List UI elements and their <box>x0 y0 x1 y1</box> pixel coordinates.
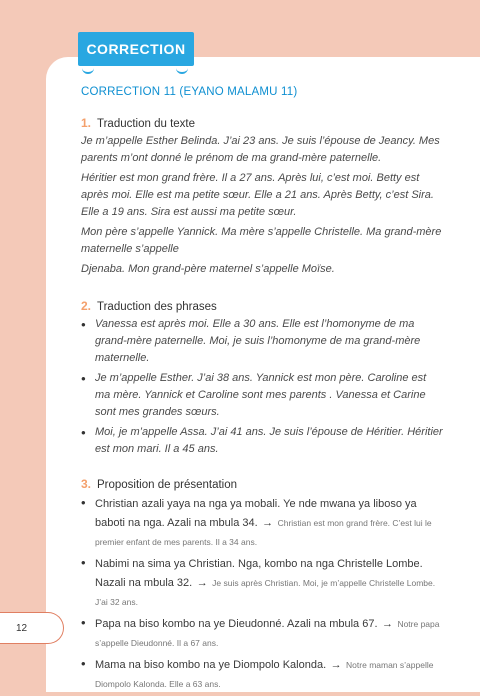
arrow-icon: → <box>381 618 393 630</box>
lingala-sentence: Papa na biso kombo na ye Dieudonné. Azali na mbula 67. <box>95 618 378 630</box>
lingala-sentence: Mama na biso kombo na ye Diompolo Kalonda. <box>95 659 327 671</box>
section-title-text: Traduction des phrases <box>97 301 217 313</box>
section-title <box>81 477 443 491</box>
french-translation: Notre maman s’appelle Diompolo Kalonda. Elle a 63 ans. <box>95 660 434 689</box>
section-1 <box>81 116 443 278</box>
section-number: 2. <box>81 299 92 313</box>
section-title <box>81 299 443 313</box>
french-translation: Notre papa s’appelle Dieudonné. Il a 67 ans. <box>95 619 440 648</box>
main-content <box>81 86 443 696</box>
paragraph: Héritier est mon grand frère. Il a 27 ans. Après lui, c’est moi. Betty est après moi. Elle est ma petite sœur. Elle a 21 ans. Après Betty, c’est Sira. Elle a 19 ans. Sira est aussi ma petite sœur. <box>81 172 434 218</box>
page-number-box <box>0 612 64 644</box>
arrow-icon: → <box>262 517 274 529</box>
list-item: • Vanessa est après moi. Elle a 30 ans. Elle est l’homonyme de ma grand-mère paternelle. Moi, je suis l’homonyme de ma grand-mère maternelle. <box>81 316 443 367</box>
list-item <box>81 494 443 551</box>
lingala-sentence: Nabimi na sima ya Christian. Nga, kombo na nga Christelle Lombe. Nazali na mbula 32. <box>95 558 423 589</box>
section-3 <box>81 477 443 693</box>
lingala-sentence: Christian azali yaya na nga ya mobali. Ye nde mwana ya liboso ya baboti na nga. Azali na mbula 34. <box>95 498 417 529</box>
page-number: 12 <box>16 623 28 634</box>
section-number: 3. <box>81 477 92 491</box>
left-margin-strip <box>0 57 46 692</box>
section-title-text: Traduction du texte <box>97 118 196 130</box>
section-title <box>81 116 443 130</box>
arrow-icon: → <box>196 577 208 589</box>
french-translation: Christian est mon grand frère. C’est lui le premier enfant de mes parents. Il a 34 ans. <box>95 518 432 547</box>
correction-heading: CORRECTION 11 (EYANO MALAMU 11) <box>81 86 298 98</box>
list-item: • Moi, je m’appelle Assa. J’ai 41 ans. Je suis l’épouse de Héritier. Héritier est mon mari. Il a 45 ans. <box>81 424 443 458</box>
list-item: • Je m’appelle Esther. J’ai 38 ans. Yannick est mon père. Caroline est ma mère. Yannick et Caroline sont mes parents . Vanessa et Carine sont mes grandes sœurs. <box>81 370 443 421</box>
arrow-icon: → <box>330 659 342 671</box>
correction-tab: CORRECTION <box>78 32 194 66</box>
paragraph: Djenaba. Mon grand-père maternel s’appelle Moïse. <box>81 263 335 275</box>
list-item <box>81 614 443 652</box>
paragraph: Je m’appelle Esther Belinda. J’ai 23 ans. Je suis l’épouse de Jeancy. Mes parents m’ont donné le prénom de ma grand-mère paternelle. <box>81 135 440 164</box>
section-2 <box>81 299 443 458</box>
bullet-list <box>81 494 443 693</box>
french-translation: Je suis après Christian. Moi, je m’appelle Christelle Lombe. J’ai 32 ans. <box>95 578 436 607</box>
paragraph: Mon père s’appelle Yannick. Ma mère s’appelle Christelle. Ma grand-mère maternelle s’appelle <box>81 226 442 255</box>
list-item <box>81 655 443 693</box>
bullet-list <box>81 316 443 458</box>
section-title-text: Proposition de présentation <box>97 479 238 491</box>
list-item <box>81 554 443 611</box>
section-number: 1. <box>81 116 92 130</box>
